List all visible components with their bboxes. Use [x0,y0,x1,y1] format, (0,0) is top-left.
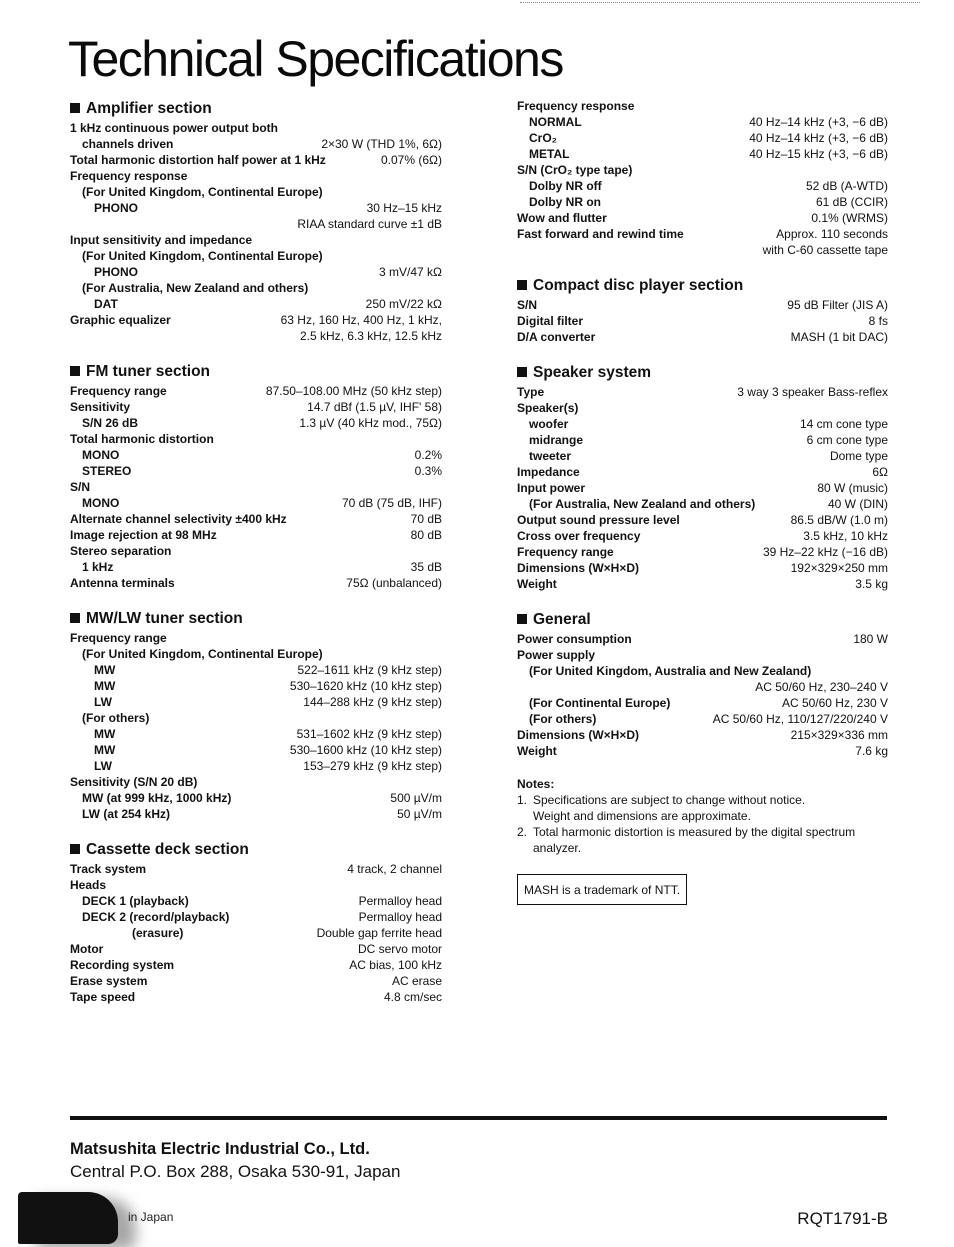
spec-label: Input power [517,481,585,495]
spec-label: Impedance [517,465,580,479]
spec-label: DECK 1 (playback) [82,894,189,908]
top-dotted-line [520,2,920,3]
note-text: Total harmonic distortion is measured by the digital spectrum analyzer. [533,825,856,855]
spec-value: RIAA standard curve ±1 dB [297,217,442,231]
spec-value: 80 W (music) [817,481,888,495]
spec-row [70,774,442,790]
spec-label: MW [94,743,116,757]
spec-row [70,678,442,694]
section-title [517,275,888,297]
spec-label: (For others) [529,712,597,726]
spec-row [70,120,442,136]
spec-row [517,313,888,329]
made-in-label: in Japan [128,1210,174,1224]
company-name: Matsushita Electric Industrial Co., Ltd. [70,1140,370,1158]
spec-label: MW [94,679,116,693]
spec-value: 61 dB (CCIR) [815,195,888,209]
spec-value: 39 Hz–22 kHz (−16 dB) [762,545,888,559]
spec-label: Sensitivity (S/N 20 dB) [70,775,198,789]
section-title [70,98,442,120]
spec-row [70,264,442,280]
square-bullet-icon [517,367,527,377]
spec-value: AC bias, 100 kHz [349,958,442,972]
spec-row [70,646,442,662]
left-column [70,98,442,1022]
spec-row [517,448,888,464]
spec-label: Dimensions (W×H×D) [517,728,640,742]
spec-label: Heads [70,878,107,892]
section-title-text: Compact disc player section [533,277,744,294]
spec-label: Tape speed [70,990,136,1004]
spec-value: 50 µV/m [397,807,442,821]
spec-label: METAL [529,147,570,161]
spec-row [70,200,442,216]
spec-value: 530–1620 kHz (10 kHz step) [289,679,442,693]
spec-label: 1 kHz continuous power output both [70,121,278,135]
spec-value: 63 Hz, 160 Hz, 400 Hz, 1 kHz, 2.5 kHz, 6.3 kHz, 12.5 kHz [280,313,442,343]
spec-value: 70 dB [410,512,442,526]
spec-row [70,383,442,399]
spec-row [517,544,888,560]
square-bullet-icon [70,103,80,113]
spec-value: 531–1602 kHz (9 kHz step) [296,727,442,741]
spec-value: 14 cm cone type [799,417,888,431]
square-bullet-icon [70,366,80,376]
spec-label: LW [94,759,112,773]
spec-label: Weight [517,744,557,758]
spec-row [70,415,442,431]
spec-label: S/N (CrO₂ type tape) [517,163,633,177]
spec-value: 6Ω [872,465,888,479]
spec-row [70,742,442,758]
spec-label: Graphic equalizer [70,313,171,327]
spec-row [70,184,442,200]
spec-label: Dolby NR on [529,195,601,209]
spec-row [517,210,888,226]
spec-row [517,743,888,759]
spec-label: (For United Kingdom, Continental Europe) [82,185,323,199]
section-title [517,362,888,384]
section-title-text: General [533,611,591,628]
section-title [70,608,442,630]
spec-value: 4.8 cm/sec [383,990,442,1004]
notes-block [517,776,888,905]
spec-label: Fast forward and rewind time [517,227,684,241]
section-title-text: Speaker system [533,364,652,381]
spec-row [517,695,888,711]
spec-row [70,543,442,559]
spec-row [70,216,442,232]
spec-row [517,329,888,345]
spec-value: 14.7 dBf (1.5 µV, IHF' 58) [307,400,442,414]
spec-row [517,711,888,727]
spec-row [517,194,888,210]
spec-label: D/A converter [517,330,596,344]
spec-section [517,275,888,345]
spec-label: DAT [94,297,118,311]
spec-label: LW [94,695,112,709]
ink-blot [18,1192,118,1244]
spec-label: (For Australia, New Zealand and others) [82,281,309,295]
spec-label: (For United Kingdom, Australia and New Zealand) [529,664,812,678]
spec-value: Approx. 110 seconds with C-60 cassette tape [762,227,888,257]
spec-row [517,384,888,400]
spec-label: Track system [70,862,147,876]
spec-label: MONO [82,496,120,510]
spec-value: AC 50/60 Hz, 110/127/220/240 V [712,712,888,726]
spec-value: 530–1600 kHz (10 kHz step) [289,743,442,757]
spec-label: MW (at 999 kHz, 1000 kHz) [82,791,232,805]
spec-section [70,839,442,1005]
spec-row [517,576,888,592]
spec-label: Alternate channel selectivity ±400 kHz [70,512,287,526]
spec-row [517,226,888,258]
spec-section [70,98,442,344]
spec-value: 0.3% [414,464,442,478]
spec-row [70,479,442,495]
square-bullet-icon [517,614,527,624]
spec-label: DECK 2 (record/playback) [82,910,230,924]
spec-row [70,694,442,710]
spec-value: 80 dB [410,528,442,542]
spec-value: 40 Hz–15 kHz (+3, −6 dB) [749,147,888,161]
section-title [70,361,442,383]
section-title [70,839,442,861]
spec-row [517,416,888,432]
footer-rule [70,1116,887,1120]
spec-value: 0.2% [414,448,442,462]
spec-row [517,297,888,313]
spec-row [517,727,888,743]
spec-row [70,710,442,726]
spec-value: Double gap ferrite head [316,926,442,940]
spec-label: LW (at 254 kHz) [82,807,171,821]
spec-row [517,114,888,130]
spec-label: Power consumption [517,632,632,646]
spec-label: (erasure) [132,926,184,940]
spec-label: Output sound pressure level [517,513,680,527]
spec-label: channels driven [82,137,174,151]
note-item [517,824,893,856]
spec-value: 153–279 kHz (9 kHz step) [303,759,442,773]
spec-row [70,399,442,415]
section-title [517,609,888,631]
spec-label: Input sensitivity and impedance [70,233,253,247]
spec-row [517,146,888,162]
spec-value: 7.6 kg [855,744,888,758]
spec-row [70,726,442,742]
spec-label: PHONO [94,201,139,215]
spec-label: Frequency response [517,99,635,113]
spec-row [70,806,442,822]
right-sections [517,275,888,759]
spec-row [517,130,888,146]
spec-label: S/N 26 dB [82,416,139,430]
spec-row [70,973,442,989]
spec-value: 6 cm cone type [806,433,888,447]
spec-row [70,662,442,678]
spec-label: Cross over frequency [517,529,641,543]
spec-label: Recording system [70,958,175,972]
spec-label: Image rejection at 98 MHz [70,528,217,542]
spec-value: 3.5 kg [855,577,888,591]
spec-label: Frequency range [70,384,167,398]
spec-value: 40 W (DIN) [828,497,888,511]
spec-value: Dome type [829,449,888,463]
spec-value: Permalloy head [358,894,442,908]
spec-label: Dolby NR off [529,179,602,193]
spec-row [70,168,442,184]
spec-label: 1 kHz [82,560,114,574]
spec-row [70,925,442,941]
spec-value: AC 50/60 Hz, 230 V [781,696,888,710]
spec-row [70,463,442,479]
spec-section [517,362,888,592]
spec-label: Frequency response [70,169,188,183]
right-column [517,98,888,905]
section-title-text: Amplifier section [86,100,212,117]
spec-value: 500 µV/m [390,791,442,805]
spec-value: 3 way 3 speaker Bass-reflex [737,385,888,399]
spec-row [70,909,442,925]
spec-row [517,464,888,480]
spec-label: (For others) [82,711,150,725]
spec-value: 180 W [853,632,888,646]
spec-label: Total harmonic distortion half power at 1 kHz [70,153,326,167]
spec-value: 52 dB (A-WTD) [805,179,888,193]
spec-row [70,248,442,264]
spec-label: Antenna terminals [70,576,175,590]
spec-row [70,957,442,973]
spec-label: Digital filter [517,314,584,328]
spec-row [70,893,442,909]
spec-value: 40 Hz–14 kHz (+3, −6 dB) [749,131,888,145]
spec-row [517,496,888,512]
spec-value: 2×30 W (THD 1%, 6Ω) [321,137,442,151]
spec-label: Type [517,385,545,399]
square-bullet-icon [517,280,527,290]
spec-value: 4 track, 2 channel [347,862,442,876]
spec-row [70,136,442,152]
spec-value: 144–288 kHz (9 kHz step) [303,695,442,709]
spec-row [70,495,442,511]
spec-row [70,559,442,575]
spec-label: NORMAL [529,115,582,129]
spec-label: woofer [529,417,569,431]
spec-label: PHONO [94,265,139,279]
spec-row [517,528,888,544]
spec-label: Speaker(s) [517,401,579,415]
spec-value: 30 Hz–15 kHz [366,201,442,215]
spec-row [517,400,888,416]
spec-value: 192×329×250 mm [790,561,888,575]
spec-row [70,152,442,168]
spec-value: 0.1% (WRMS) [811,211,888,225]
spec-row [70,989,442,1005]
model-number: RQT1791-B [797,1209,888,1228]
spec-row [70,527,442,543]
spec-section [70,361,442,591]
spec-label: Motor [70,942,104,956]
spec-row [517,178,888,194]
company-address: Central P.O. Box 288, Osaka 530-91, Japan [70,1162,401,1181]
spec-row [70,790,442,806]
spec-row [70,312,442,344]
spec-label: STEREO [82,464,132,478]
spec-label: MONO [82,448,120,462]
spec-row [70,280,442,296]
spec-value: MASH (1 bit DAC) [790,330,888,344]
section-title-text: Cassette deck section [86,841,249,858]
spec-section [517,609,888,759]
spec-value: 3 mV/47 kΩ [379,265,442,279]
spec-value: AC erase [391,974,442,988]
spec-section [70,608,442,822]
spec-value: 75Ω (unbalanced) [346,576,442,590]
spec-value: 70 dB (75 dB, IHF) [341,496,442,510]
spec-label: CrO₂ [529,131,558,145]
square-bullet-icon [70,844,80,854]
spec-label: Frequency range [70,631,167,645]
spec-row [517,647,888,663]
spec-label: (For United Kingdom, Continental Europe) [82,647,323,661]
spec-row [70,431,442,447]
spec-label: MW [94,663,116,677]
spec-value: 250 mV/22 kΩ [365,297,442,311]
spec-row [70,447,442,463]
spec-row [70,296,442,312]
spec-row [517,480,888,496]
spec-row [517,560,888,576]
note-text: Specifications are subject to change without notice. Weight and dimensions are approximate. [533,793,806,823]
spec-row [517,663,888,679]
spec-row [70,861,442,877]
spec-value: AC 50/60 Hz, 230–240 V [755,680,888,694]
spec-label: Weight [517,577,557,591]
spec-row [517,512,888,528]
spec-label: Frequency range [517,545,614,559]
spec-label: midrange [529,433,584,447]
spec-row [70,232,442,248]
spec-label: MW [94,727,116,741]
spec-value: 86.5 dB/W (1.0 m) [790,513,888,527]
square-bullet-icon [70,613,80,623]
spec-value: 87.50–108.00 MHz (50 kHz step) [265,384,442,398]
spec-label: tweeter [529,449,572,463]
spec-value: Permalloy head [358,910,442,924]
spec-value: 8 fs [868,314,888,328]
spec-value: 1.3 µV (40 kHz mod., 75Ω) [299,416,442,430]
spec-row [517,162,888,178]
spec-label: S/N [70,480,91,494]
spec-row [517,98,888,114]
note-number: 2. [517,825,528,839]
spec-label: (For Australia, New Zealand and others) [529,497,756,511]
spec-label: Erase system [70,974,148,988]
spec-value: 3.5 kHz, 10 kHz [803,529,888,543]
spec-label: Dimensions (W×H×D) [517,561,640,575]
spec-label: Stereo separation [70,544,172,558]
spec-label: Wow and flutter [517,211,607,225]
spec-value: 95 dB Filter (JIS A) [787,298,888,312]
spec-row [70,630,442,646]
spec-value: 0.07% (6Ω) [381,153,442,167]
spec-label: (For United Kingdom, Continental Europe) [82,249,323,263]
spec-row [70,941,442,957]
spec-row [517,631,888,647]
notes-title: Notes: [517,777,555,791]
spec-value: 215×329×336 mm [790,728,888,742]
page-title: Technical Specifications [68,31,563,87]
note-number: 1. [517,793,528,807]
spec-label: Total harmonic distortion [70,432,214,446]
spec-value: 40 Hz–14 kHz (+3, −6 dB) [749,115,888,129]
spec-row [70,575,442,591]
spec-row [517,679,888,695]
note-item [517,792,893,824]
spec-value: 522–1611 kHz (9 kHz step) [297,663,442,677]
spec-value: DC servo motor [357,942,442,956]
trademark-box: MASH is a trademark of NTT. [517,874,687,905]
spec-row [70,511,442,527]
spec-label: (For Continental Europe) [529,696,671,710]
spec-label: S/N [517,298,538,312]
cassette-continued-block [517,98,888,258]
spec-row [70,877,442,893]
spec-row [70,758,442,774]
spec-label: Power supply [517,648,596,662]
spec-value: 35 dB [410,560,442,574]
spec-row [517,432,888,448]
section-title-text: FM tuner section [86,363,211,380]
spec-label: Sensitivity [70,400,131,414]
section-title-text: MW/LW tuner section [86,610,243,627]
